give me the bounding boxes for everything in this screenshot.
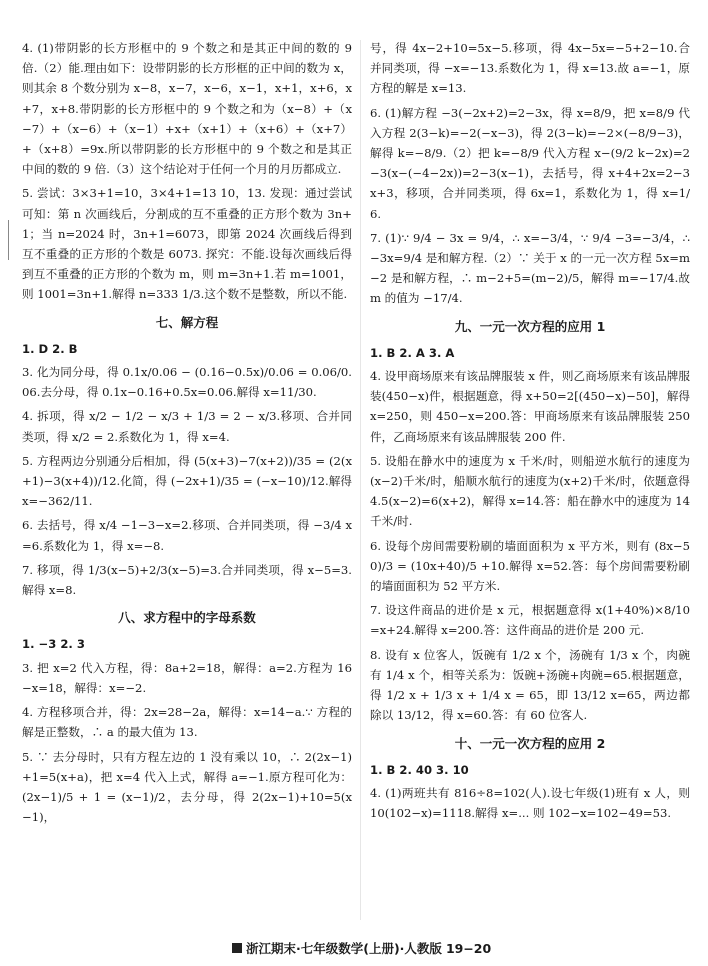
solution-paragraph: 7. 移项，得 1/3(x−5)+2/3(x−5)=3.合并同类项，得 x−5=3.解得 x=8. — [22, 562, 352, 598]
solution-paragraph: 4. 设甲商场原来有该品牌服装 x 件，则乙商场原来有该品牌服装(450−x)件，根据题意，得 x+50=2[(450−x)−50]，解得 x=250，则 450−x=200.答：甲商场原来有该品牌服装 250 件，乙商场原来有该品牌服装 200 件. — [370, 369, 690, 444]
solution-paragraph: 7. (1)∵ 9/4 − 3x = 9/4，∴ x=−3/4，∵ 9/4 −3=−3/4，∴ −3x=9/4 是和解方程.（2）∵ 关于 x 的一元一次方程 5x=m−2 是和解方程，∴ m−2+5=(m−2)/5，解得 m=−17/4.故 m 的值为 −17/4. — [370, 230, 690, 306]
column-divider — [360, 40, 361, 920]
solution-paragraph: 4. (1)带阴影的长方形框中的 9 个数之和是其正中间的数的 9 倍.（2）能.理由如下：设带阴影的长方形框的正中间的数为 x，则其余 8 个数分别为 x−8，x−7，x−6，x−1，x+1，x+6，x+7，x+8.带阴影的长方形框中的 9 个数之和为（x−8）+（x−7）+（x−6）+（x−1）+x+（x+1）+（x+6）+（x+7）+（x+8）=9x.所以带阴影的长方形框中的 9 个数之和是其正中间的数的 9 倍.（3）这个结论对于任何一个月的月历都成立. — [22, 41, 352, 177]
section-heading: 九、一元一次方程的应用 1 — [454, 318, 606, 334]
page-footer — [232, 938, 491, 958]
solution-paragraph: 4. 方程移项合并，得：2x=28−2a，解得：x=14−a.∵ 方程的解是正整数，∴ a 的最大值为 13. — [22, 705, 352, 740]
solution-paragraph: 3. 化为同分母，得 0.1x/0.06 − (0.16−0.5x)/0.06 = 0.06/0.06.去分母，得 0.1x−0.16+0.5x=0.06.解得 x=11/30. — [22, 365, 352, 400]
section-heading: 八、求方程中的字母系数 — [118, 610, 256, 626]
solution-paragraph: 4. 拆项，得 x/2 − 1/2 − x/3 + 1/3 = 2 − x/3.移项、合并同类项，得 x/2 = 2.系数化为 1，得 x=4. — [22, 409, 352, 444]
short-answers: 1. B 2. A 3. A — [370, 345, 455, 360]
page-numbers: 19−20 — [445, 940, 492, 956]
solution-paragraph: 8. 设有 x 位客人，饭碗有 1/2 x 个，汤碗有 1/3 x 个，肉碗有 1/4 x 个，相等关系为：饭碗+汤碗+肉碗=65.根据题意，得 1/2 x + 1/3 x + 1/4 x = 65，即 13/12 x=65，两边都除以 13/12，得 x=60.答：有 60 位客人. — [370, 647, 690, 723]
solution-paragraph: 号，得 4x−2+10=5x−5.移项，得 4x−5x=−5+2−10.合并同类项，得 −x=−13.系数化为 1，得 x=13.故 a=−1，原方程的解是 x=13. — [370, 41, 690, 96]
short-answers: 1. B 2. 40 3. 10 — [370, 762, 469, 777]
solution-paragraph: 4. (1)两班共有 816÷8=102(人).设七年级(1)班有 x 人，则 10(102−x)=1118.解得 x=... 则 102−x=102−49=53. — [370, 785, 690, 821]
solution-paragraph: 3. 把 x=2 代入方程，得：8a+2=18，解得：a=2.方程为 16−x=18，解得：x=−2. — [22, 660, 352, 695]
left-column — [22, 38, 352, 831]
solution-paragraph: 7. 设这件商品的进价是 x 元，根据题意得 x(1+40%)×8/10=x+24.解得 x=200.答：这件商品的进价是 200 元. — [370, 603, 690, 638]
short-answers: 1. −3 2. 3 — [22, 637, 85, 652]
solution-paragraph: 5. 尝试：3×3+1=10，3×4+1=13 10，13. 发现：通过尝试可知：第 n 次画线后，分割成的互不重叠的正方形个数为 3n+1；当 n=2024 时，3n+1=6073，即第 2024 次画线后得到互不重叠的正方形的个数是 6073. 探究：不能.设每次画线后得到互不重叠的正方形的个数为 m，则 m=3n+1.若 m=1001，则 1001=3n+1.解得 n=333 1/3.这个数不是整数，所以不能. — [22, 186, 352, 302]
binding-margin-line — [8, 220, 9, 260]
section-heading: 七、解方程 — [155, 314, 219, 330]
solution-paragraph: 6. (1)解方程 −3(−2x+2)=2−3x，得 x=8/9，把 x=8/9 代入方程 2(3−k)=−2(−x−3)，得 2(3−k)=−2×(−8/9−3)，解得 k=−8/9.（2）把 k=−8/9 代入方程 x−(9/2 k−2x)=2−3(x−(−4−2x))=2−3(x−1)，去括号，得 x+4+2x=2−3x+3，移项，合并同类项，得 6x=1，系数化为 1，得 x=1/6. — [370, 105, 690, 221]
right-column — [370, 38, 690, 827]
section-heading: 十、一元一次方程的应用 2 — [454, 735, 606, 751]
solution-paragraph: 6. 去括号，得 x/4 −1−3−x=2.移项、合并同类项，得 −3/4 x=6.系数化为 1，得 x=−8. — [22, 518, 352, 553]
short-answers: 1. D 2. B — [22, 341, 78, 356]
solution-paragraph: 5. ∵ 去分母时，只有方程左边的 1 没有乘以 10，∴ 2(2x−1)+1=5(x+a)，把 x=4 代入上式，解得 a=−1.原方程可化为：(2x−1)/5 + 1 = (x−1)/2，去分母，得 2(2x−1)+10=5(x−1)， — [22, 749, 352, 825]
footer-square-icon — [232, 943, 242, 953]
footer-title: 浙江期末·七年级数学(上册)·人教版 — [246, 941, 442, 956]
solution-paragraph: 5. 方程两边分别通分后相加，得 (5(x+3)−7(x+2))/35 = (2(x+1)−3(x+4))/12.化简，得 (−2x+1)/35 = (−x−10)/12.解得 x=−362/11. — [22, 453, 352, 509]
solution-paragraph: 5. 设船在静水中的速度为 x 千米/时，则船逆水航行的速度为(x−2)千米/时，船顺水航行的速度为(x+2)千米/时，依题意得 4.5(x−2)=6(x+2)，解得 x=14.答：船在静水中的速度为 14 千米/时. — [370, 453, 691, 529]
solution-paragraph: 6. 设每个房间需要粉刷的墙面面积为 x 平方米，则有 (8x−50)/3 = (10x+40)/5 +10.解得 x=52.答：每个房间需要粉刷的墙面面积为 52 平方米. — [370, 538, 690, 594]
